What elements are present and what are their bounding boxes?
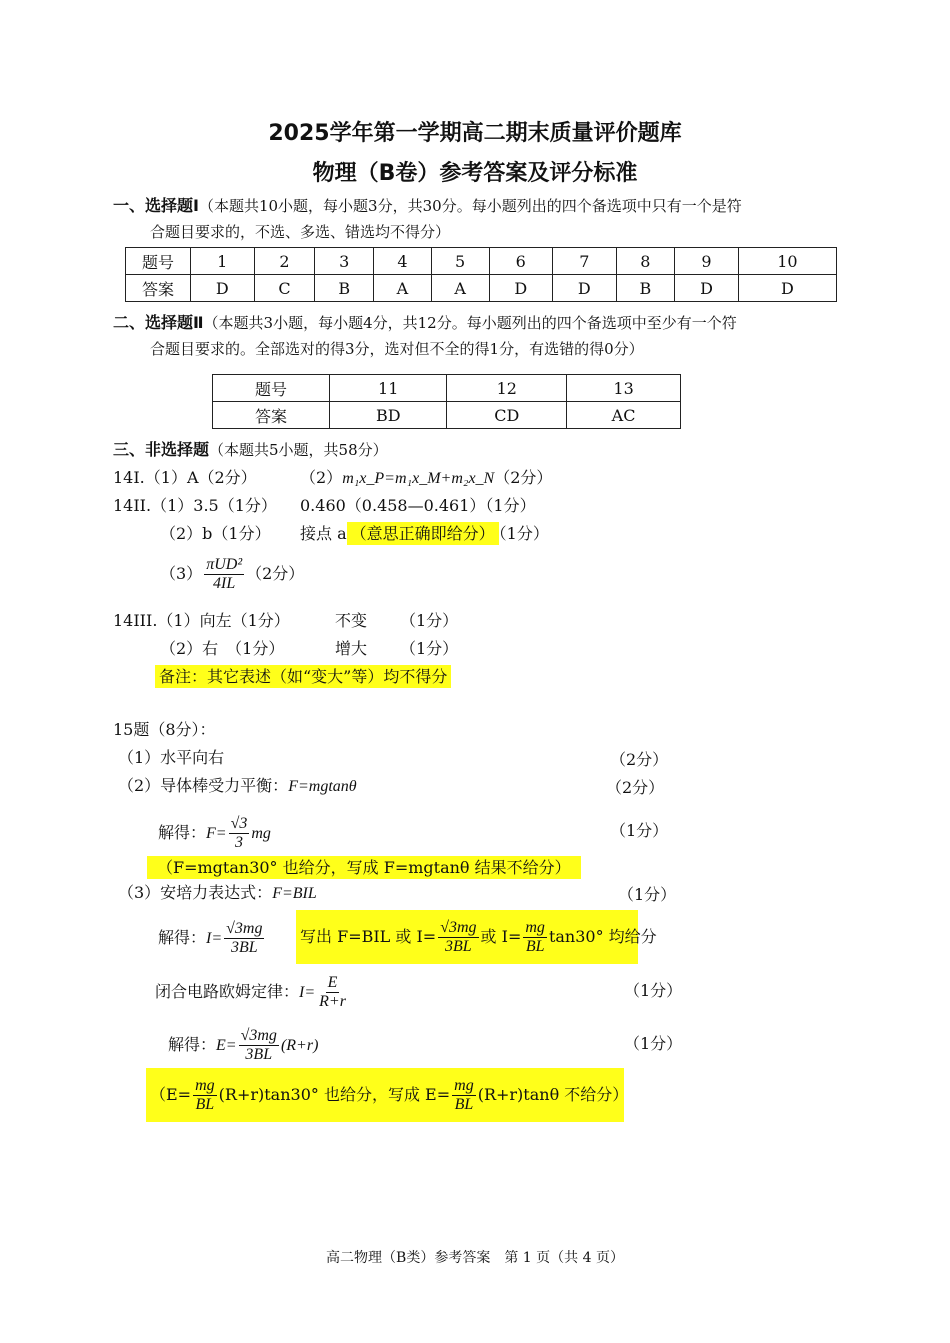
table-cell: 3: [315, 248, 374, 275]
section1-header: [113, 195, 742, 217]
table-cell: 5: [431, 248, 489, 275]
section1-heading: 一、选择题Ⅰ: [113, 196, 199, 215]
numerator: mg: [195, 1076, 215, 1094]
title-line2: 物理（B卷）参考答案及评分标准: [312, 161, 638, 186]
points: （1分）: [400, 639, 459, 658]
table-cell: B: [616, 275, 675, 302]
part: （3）: [160, 564, 203, 583]
points: （2分）: [610, 750, 669, 769]
text: （2）导体棒受力平衡：: [118, 776, 289, 795]
table-cell: D: [675, 275, 739, 302]
formula: I=: [206, 930, 223, 947]
text: （E=: [150, 1085, 192, 1104]
highlight-note: （F=mgtan30° 也给分，写成 F=mgtanθ 结果不给分）: [147, 856, 581, 879]
answer: （1）向左（1分）: [157, 611, 290, 630]
fraction: [193, 1077, 217, 1114]
denominator: R+r: [319, 993, 346, 1010]
table-cell: 12: [447, 375, 567, 402]
denominator: 3: [234, 834, 243, 851]
q14II-line1: [113, 495, 277, 517]
text: 或 I=: [480, 927, 522, 946]
answer-table-1: [125, 247, 837, 302]
table-cell: D: [489, 275, 553, 302]
answer: 增大: [335, 639, 368, 658]
section2-heading: 二、选择题Ⅱ: [113, 313, 204, 332]
table-cell: 10: [738, 248, 836, 275]
formula: F=: [206, 825, 227, 842]
section3-desc: （本题共5小题，共58分）: [209, 441, 388, 459]
fraction: [317, 974, 348, 1011]
q15-label: 15题（8分）：: [113, 720, 216, 739]
table-cell: 2: [254, 248, 315, 275]
fraction: [204, 556, 244, 593]
numerator: √3mg: [226, 920, 263, 937]
answer: （2）右 （1分）: [160, 639, 285, 658]
text: 写出 F=BIL 或 I=: [300, 927, 437, 946]
numerator: mg: [454, 1076, 474, 1094]
section2-desc: （本题共3小题，每小题4分，共12分。每小题列出的四个备选项中至少有一个符: [203, 314, 737, 332]
table-cell: C: [254, 275, 315, 302]
table-cell: BD: [330, 402, 447, 429]
highlight-note: [146, 1068, 629, 1122]
text: 闭合电路欧姆定律：: [155, 982, 300, 1001]
text: 解得：: [158, 928, 207, 947]
part: （2）: [300, 468, 343, 487]
formula: m₁x_P=m₁x_M+m₂x_N: [342, 470, 495, 487]
denominator: 3BL: [230, 939, 258, 956]
table-cell: 1: [191, 248, 255, 275]
formula: I=: [299, 984, 316, 1001]
table-cell: 8: [616, 248, 675, 275]
table-cell: B: [315, 275, 374, 302]
answer: （1）水平向右: [118, 748, 225, 767]
formula: mg: [251, 825, 271, 842]
points: （1分）: [624, 1034, 683, 1053]
denominator: 4IL: [213, 575, 236, 592]
table-cell: 13: [567, 375, 681, 402]
section3-heading: 三、非选择题: [113, 440, 210, 459]
fraction: [523, 919, 547, 956]
title-line1: 2025学年第一学期高二期末质量评价题库: [268, 121, 682, 146]
denominator: BL: [454, 1095, 474, 1113]
answer-table-2: [212, 374, 681, 429]
points: （1分）: [400, 611, 459, 630]
table-cell: AC: [567, 402, 681, 429]
table-cell: A: [374, 275, 432, 302]
section3-header: [113, 439, 388, 461]
numerator: E: [327, 974, 338, 991]
formula: F=mgtanθ: [288, 778, 357, 795]
answer: 接点 a: [300, 524, 347, 543]
section1-desc2: 合题目要求的，不选、多选、错选均不得分）: [150, 223, 451, 241]
numerator: mg: [525, 918, 545, 936]
formula: (R+r): [280, 1037, 319, 1054]
denominator: BL: [195, 1095, 215, 1113]
answer: （1）A（2分）: [144, 468, 257, 487]
table-cell: A: [431, 275, 489, 302]
denominator: 3BL: [245, 1046, 273, 1063]
points: （1分）: [618, 885, 677, 904]
q-label: 14III.: [113, 611, 158, 630]
answer: 不变: [335, 611, 368, 630]
q14I-line: [113, 467, 257, 489]
points: （2分）: [246, 564, 305, 583]
highlight-note: （意思正确即给分）: [347, 522, 499, 545]
text: 解得：: [158, 823, 207, 842]
formula: F=BIL: [272, 885, 317, 902]
table-cell: 4: [374, 248, 432, 275]
table-cell: D: [738, 275, 836, 302]
formula: E=: [216, 1037, 237, 1054]
q14I-part2: [300, 467, 552, 490]
points: （1分）: [498, 524, 549, 543]
table-header: 答案: [126, 275, 191, 302]
q14II-p3: [160, 556, 304, 593]
answer: （1）3.5（1分）: [151, 496, 277, 515]
fraction: [438, 919, 478, 956]
q14III-line1: [113, 610, 290, 632]
text: (R+r)tan30° 也给分，写成 E=: [218, 1085, 451, 1104]
fraction: [224, 920, 264, 957]
denominator: 3BL: [445, 937, 472, 955]
fraction: [452, 1077, 476, 1114]
numerator: √3mg: [440, 918, 477, 936]
section2-header: [113, 312, 737, 334]
fraction: [229, 815, 250, 852]
table-cell: 6: [489, 248, 553, 275]
numerator: √3mg: [240, 1027, 277, 1044]
text: 解得：: [168, 1035, 217, 1054]
table-cell: 9: [675, 248, 739, 275]
section2-desc2: 合题目要求的。全部选对的得3分，选对但不全的得1分，有选错的得0分）: [150, 340, 644, 358]
table-header: 题号: [126, 248, 191, 275]
denominator: BL: [525, 937, 545, 955]
q15-l7: [168, 1027, 318, 1064]
highlight-note: [296, 910, 657, 964]
page-footer: 高二物理（B类）参考答案 第 1 页（共 4 页）: [326, 1250, 624, 1266]
highlight-note: 备注：其它表述（如“变大”等）均不得分: [155, 665, 451, 688]
text: tan30° 均给分: [548, 927, 657, 946]
numerator: πUD²: [206, 556, 243, 573]
answer: 0.460（0.458—0.461）（1分）: [300, 496, 536, 515]
q15-l4: [118, 882, 317, 905]
q15-l6: [155, 974, 350, 1011]
numerator: √3: [230, 815, 248, 832]
q-label: 14II.: [113, 496, 152, 515]
points: （2分）: [494, 468, 553, 487]
q14II-p2b: [300, 523, 549, 545]
table-cell: D: [553, 275, 617, 302]
answer: （2）b（1分）: [160, 524, 271, 543]
table-cell: D: [191, 275, 255, 302]
table-header: 答案: [213, 402, 330, 429]
points: （1分）: [624, 981, 683, 1000]
text: （3）安培力表达式：: [118, 883, 273, 902]
table-cell: 11: [330, 375, 447, 402]
q15-l2: [118, 775, 357, 798]
points: （1分）: [610, 821, 669, 840]
q15-l3: [158, 815, 271, 852]
section1-desc: （本题共10小题，每小题3分，共30分。每小题列出的四个备选项中只有一个是符: [198, 197, 742, 215]
table-header: 题号: [213, 375, 330, 402]
table-cell: 7: [553, 248, 617, 275]
table-cell: CD: [447, 402, 567, 429]
fraction: [239, 1027, 279, 1064]
text: (R+r)tanθ 不给分）: [477, 1085, 629, 1104]
q15-l5: [158, 920, 266, 957]
q-label: 14I.: [113, 468, 145, 487]
points: （2分）: [606, 778, 665, 797]
